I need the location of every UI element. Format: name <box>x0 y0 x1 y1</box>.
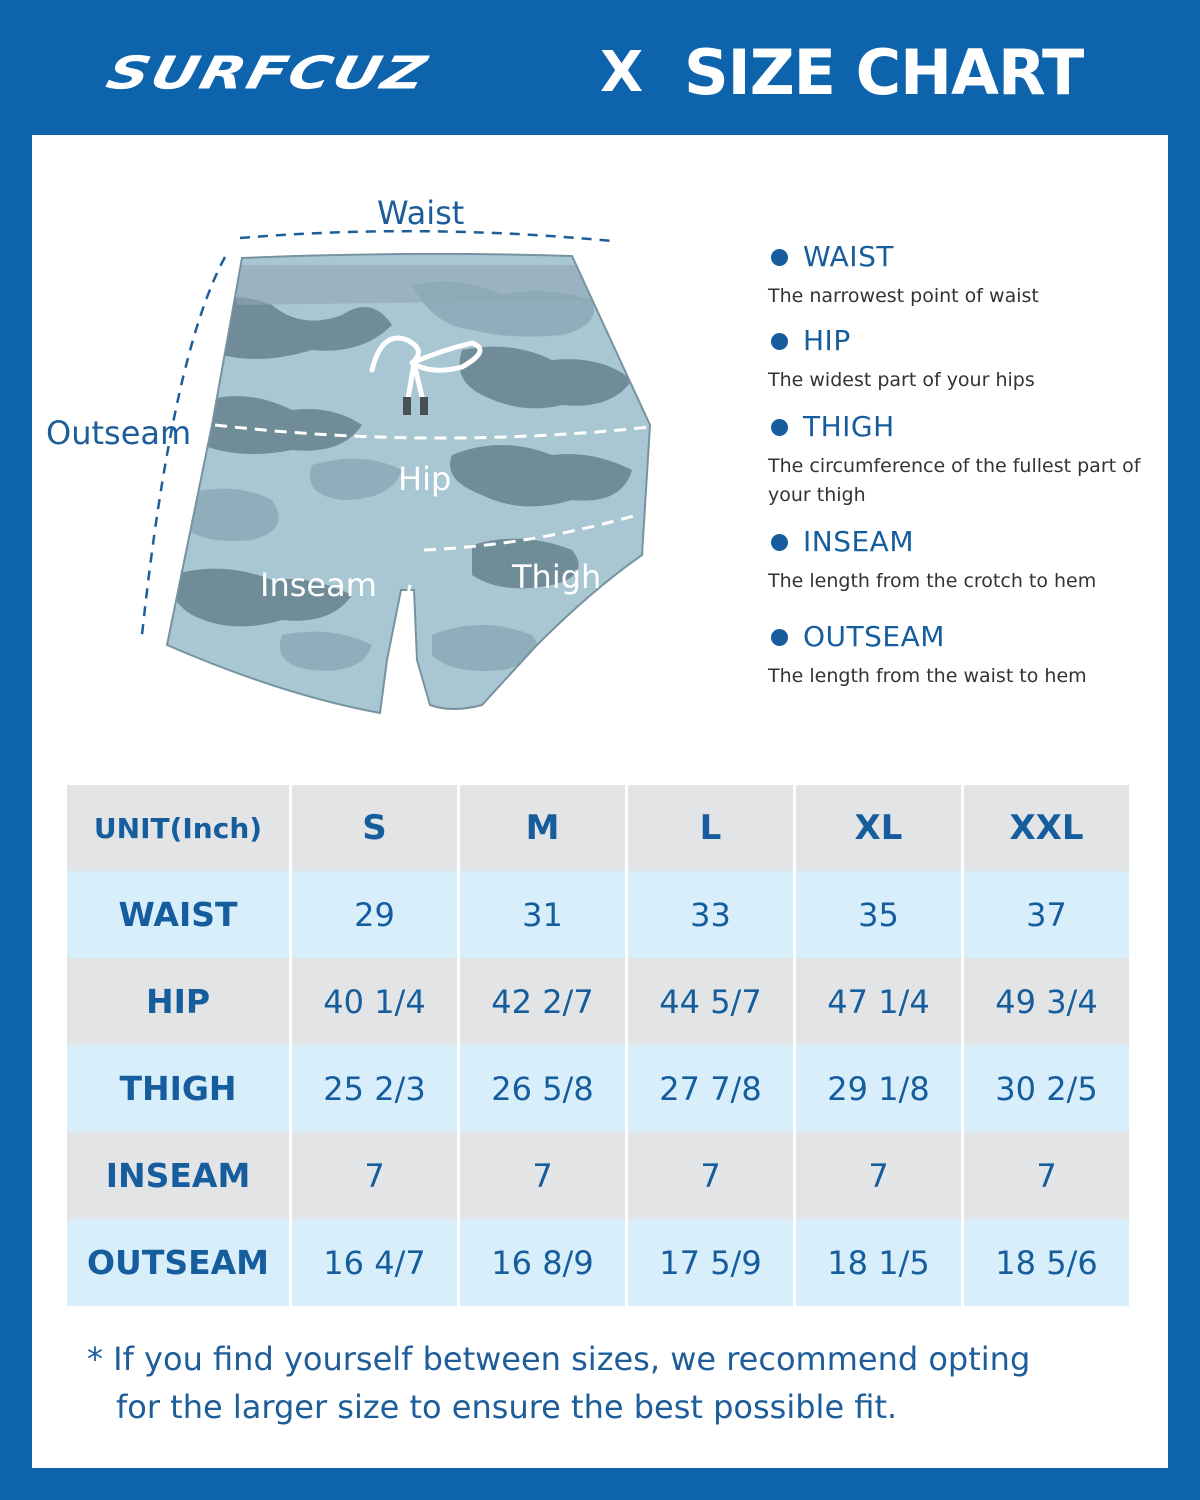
table-header-row <box>67 785 1129 871</box>
size-chart-panel <box>32 135 1168 1468</box>
note-line-1: * If you find yourself between sizes, we recommend opting <box>87 1340 1031 1378</box>
table-cell: 7 <box>796 1132 961 1219</box>
inseam-label: Inseam <box>260 566 377 604</box>
legend-title: OUTSEAM <box>803 620 945 653</box>
table-cell: 33 <box>628 871 793 958</box>
legend-description: The length from the waist to hem <box>768 665 1087 687</box>
legend-description: The widest part of your hips <box>768 369 1035 391</box>
table-cell: 49 3/4 <box>964 958 1129 1045</box>
unit-header: UNIT(Inch) <box>67 785 289 871</box>
row-label: HIP <box>67 958 289 1045</box>
bullet-icon <box>771 333 788 350</box>
legend-title: THIGH <box>803 410 895 443</box>
page-title: SIZE CHART <box>684 36 1084 109</box>
size-header-l: L <box>628 785 793 871</box>
table-cell: 40 1/4 <box>292 958 457 1045</box>
size-table <box>64 785 1132 1306</box>
table-row <box>67 1045 1129 1132</box>
size-header-xxl: XXL <box>964 785 1129 871</box>
legend-item-waist <box>768 241 1158 311</box>
table-row <box>67 958 1129 1045</box>
table-row <box>67 1132 1129 1219</box>
shorts-diagram <box>32 135 772 775</box>
table-cell: 26 5/8 <box>460 1045 625 1132</box>
brand-logo: SURFCUZ <box>101 46 434 100</box>
legend-description: The circumference of the fullest part of your thigh <box>768 455 1141 506</box>
table-cell: 30 2/5 <box>964 1045 1129 1132</box>
table-row <box>67 1219 1129 1306</box>
brand-separator: X <box>600 40 644 105</box>
table-cell: 35 <box>796 871 961 958</box>
table-cell: 29 1/8 <box>796 1045 961 1132</box>
legend-item-outseam <box>768 621 1158 691</box>
legend-title: INSEAM <box>803 525 914 558</box>
table-cell: 31 <box>460 871 625 958</box>
legend-item-hip <box>768 325 1158 395</box>
bullet-icon <box>771 249 788 266</box>
hip-label: Hip <box>398 460 452 498</box>
waist-label: Waist <box>377 194 465 232</box>
table-cell: 7 <box>292 1132 457 1219</box>
table-cell: 29 <box>292 871 457 958</box>
legend-title: WAIST <box>803 240 894 273</box>
table-cell: 18 5/6 <box>964 1219 1129 1306</box>
note-line-2: for the larger size to ensure the best possible fit. <box>116 1388 898 1426</box>
table-cell: 18 1/5 <box>796 1219 961 1306</box>
thigh-label: Thigh <box>512 558 602 596</box>
row-label: INSEAM <box>67 1132 289 1219</box>
legend-item-inseam <box>768 526 1158 596</box>
outseam-label: Outseam <box>46 414 192 452</box>
table-row <box>67 871 1129 958</box>
legend-description: The length from the crotch to hem <box>768 570 1097 592</box>
size-header-s: S <box>292 785 457 871</box>
size-header-xl: XL <box>796 785 961 871</box>
legend-description: The narrowest point of waist <box>768 285 1039 307</box>
table-cell: 37 <box>964 871 1129 958</box>
bullet-icon <box>771 629 788 646</box>
legend-title: HIP <box>803 324 851 357</box>
sizing-note <box>87 1335 1127 1431</box>
bullet-icon <box>771 534 788 551</box>
header <box>0 0 1200 135</box>
table-cell: 7 <box>460 1132 625 1219</box>
row-label: OUTSEAM <box>67 1219 289 1306</box>
table-cell: 16 4/7 <box>292 1219 457 1306</box>
table-cell: 16 8/9 <box>460 1219 625 1306</box>
row-label: WAIST <box>67 871 289 958</box>
table-cell: 17 5/9 <box>628 1219 793 1306</box>
table-cell: 27 7/8 <box>628 1045 793 1132</box>
table-cell: 25 2/3 <box>292 1045 457 1132</box>
table-cell: 7 <box>628 1132 793 1219</box>
table-cell: 7 <box>964 1132 1129 1219</box>
row-label: THIGH <box>67 1045 289 1132</box>
legend-item-thigh <box>768 411 1158 510</box>
bullet-icon <box>771 419 788 436</box>
size-header-m: M <box>460 785 625 871</box>
table-cell: 44 5/7 <box>628 958 793 1045</box>
table-cell: 42 2/7 <box>460 958 625 1045</box>
table-cell: 47 1/4 <box>796 958 961 1045</box>
